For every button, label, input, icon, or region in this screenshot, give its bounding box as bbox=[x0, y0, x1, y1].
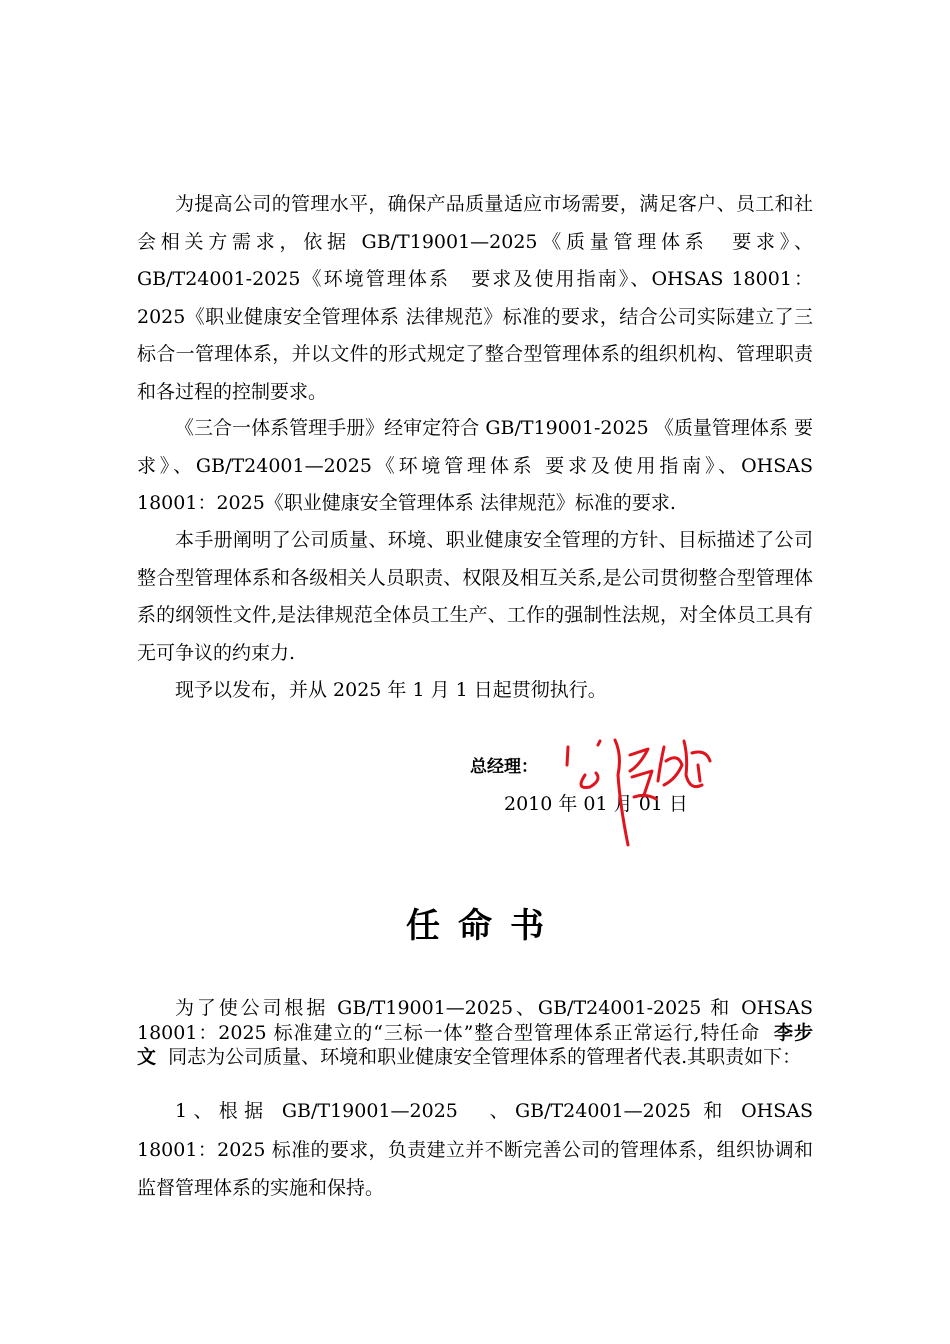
preface-paragraph-3: 本手册阐明了公司质量、环境、职业健康安全管理的方针、目标描述了公司整合型管理体系和各级相关人员职责、权限及相互关系,是公司贯彻整合型管理体系的纲领性文件,是法律规范全体员工生产、工作的强制性法规，对全体员工具有无可争议的约束力. bbox=[137, 529, 813, 664]
preface-paragraph-4: 现予以发布，并从 2025 年 1 月 1 日起贯彻执行。 bbox=[175, 679, 607, 701]
handwritten-signature bbox=[560, 735, 720, 855]
preface-paragraph-1: 为提高公司的管理水平，确保产品质量适应市场需要，满足客户、员工和社会相关方需求，依据 GB/T19001—2025《质量管理体系 要求》、GB/T24001-2025《环境管理体系 要求及使用指南》、OHSAS 18001：2025《职业健康安全管理体系 法律规范》标准的要求，结合公司实际建立了三标合一管理体系，并以文件的形式规定了整合型管理体系的组织机构、管理职责和各过程的控制要求。 bbox=[137, 193, 813, 403]
general-manager-label: 总经理： bbox=[470, 757, 538, 777]
preface-paragraph-2: 《三合一体系管理手册》经审定符合 GB/T19001-2025 《质量管理体系 要求》、GB/T24001—2025《环境管理体系 要求及使用指南》、OHSAS 18001：2025《职业健康安全管理体系 法律规范》标准的要求. bbox=[137, 417, 813, 514]
appointment-text-before-name: 为了使公司根据 GB/T19001—2025、GB/T24001-2025 和 OHSAS 18001：2025 标准建立的“三标一体”整合型管理体系正常运行,特任命 bbox=[137, 997, 813, 1044]
signature-strokes bbox=[567, 740, 710, 845]
issue-date: 2010 年 01 月 01 日 bbox=[504, 793, 688, 815]
appointment-text-after-name: 同志为公司质量、环境和职业健康安全管理体系的管理者代表.其职责如下： bbox=[168, 1046, 802, 1068]
appointment-title: 任命书 bbox=[406, 906, 562, 946]
appointment-duty-item-1: 1、根据 GB/T19001—2025 、GB/T24001—2025 和 OHSAS 18001：2025 标准的要求，负责建立并不断完善公司的管理体系，组织协调和监督管理体系的实施和保持。 bbox=[137, 1100, 813, 1199]
appointee-name: 李步文 bbox=[137, 1021, 813, 1068]
appointment-paragraph-1 bbox=[137, 996, 813, 1070]
